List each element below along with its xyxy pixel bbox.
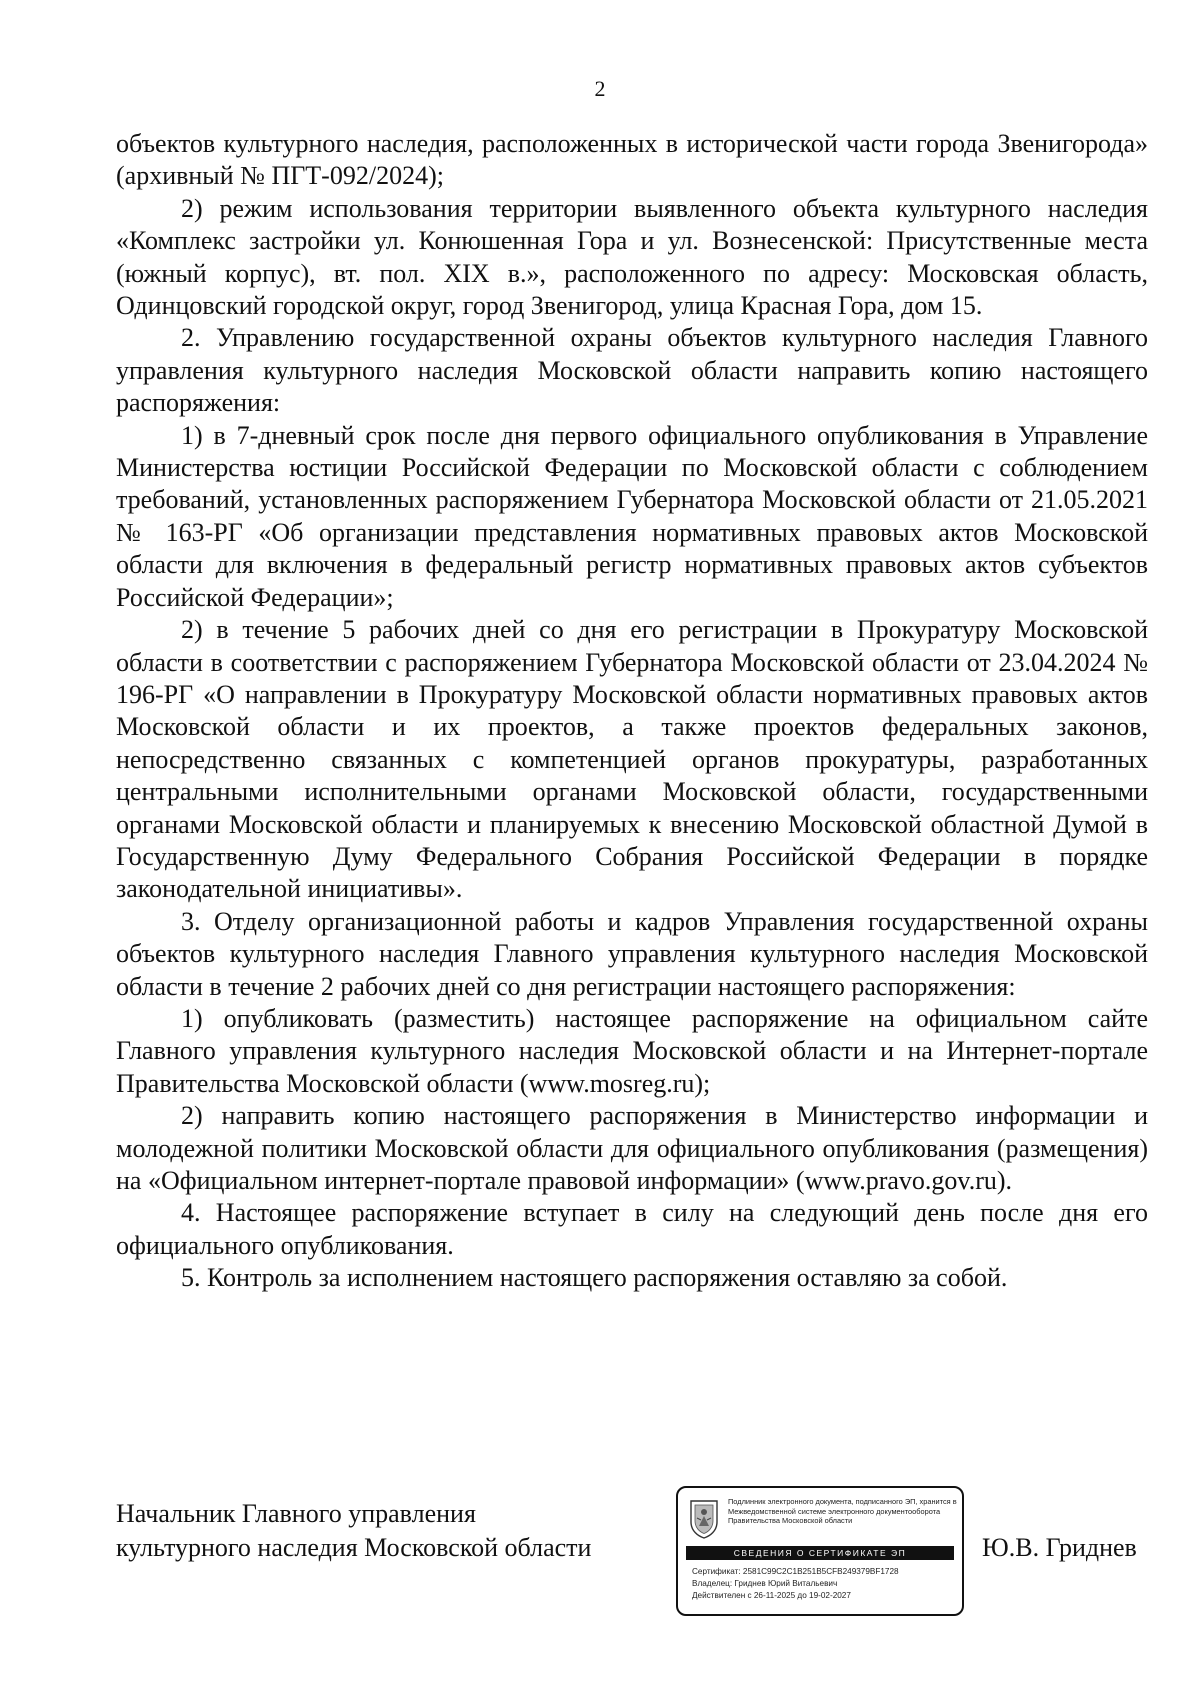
certificate-owner: Владелец: Гриднев Юрий Витальевич [692, 1579, 838, 1588]
signatory-name: Ю.В. Гриднев [982, 1533, 1137, 1562]
paragraph: объектов культурного наследия, расположенных в исторической части города Звенигорода» (архивный № ПГТ-092/2024); [116, 129, 1148, 191]
certificate-validity: Действителен с 26-11-2025 до 19-02-2027 [692, 1591, 851, 1600]
paragraph: 2) в течение 5 рабочих дней со дня его регистрации в Прокуратуру Московской области в соответствии с распоряжением Губернатора Московской области от 23.04.2024 № 196-РГ «О направлении в Прокуратуру Московской области нормативных правовых актов Московской области и их проектов, а также проектов федеральных законов, непосредственно связанных с компетенцией органов прокуратуры, разработанных центральными исполнительными органами Московской области, государственными органами Московской области и планируемых к внесению Московской областной Думой в Государственную Думу Федерального Собрания Российской Федерации в порядке законодательной инициативы». [116, 615, 1148, 904]
moscow-oblast-coat-of-arms-icon [688, 1498, 720, 1540]
paragraph: 4. Настоящее распоряжение вступает в силу на следующий день после дня его официального опубликования. [116, 1198, 1148, 1260]
signatory-position-line: Начальник Главного управления [116, 1499, 476, 1528]
signatory-position-line: культурного наследия Московской области [116, 1533, 592, 1562]
certificate-info [692, 1566, 954, 1602]
stamp-header: СВЕДЕНИЯ О СЕРТИФИКАТЕ ЭП [686, 1546, 954, 1560]
page-number: 2 [594, 76, 606, 101]
stamp-notice: Подлинник электронного документа, подписанного ЭП, хранится в Межведомственной системе электронного документооборота Правительства Московской области [728, 1497, 957, 1526]
paragraph: 2) режим использования территории выявленного объекта культурного наследия «Комплекс застройки ул. Конюшенная Гора и ул. Вознесенской: Присутственные места (южный корпус), вт. пол. XIX в.», расположенного по адресу: Московская область, Одинцовский городской округ, город Звенигород, улица Красная Гора, дом 15. [116, 193, 1148, 321]
document-body [116, 128, 1148, 1295]
paragraph: 2. Управлению государственной охраны объектов культурного наследия Главного управления культурного наследия Московской области направить копию настоящего распоряжения: [116, 323, 1148, 418]
paragraph: 3. Отделу организационной работы и кадров Управления государственной охраны объектов культурного наследия Главного управления культурного наследия Московской области в течение 2 рабочих дней со дня регистрации настоящего распоряжения: [116, 906, 1148, 1001]
paragraph: 1) опубликовать (разместить) настоящее распоряжение на официальном сайте Главного управления культурного наследия Московской области и на Интернет-портале Правительства Московской области (www.mosreg.ru); [116, 1003, 1148, 1098]
paragraph: 2) направить копию настоящего распоряжения в Министерство информации и молодежной политики Московской области для официального опубликования (размещения) на «Официальном интернет-портале правовой информации» (www.pravo.gov.ru). [116, 1101, 1148, 1195]
signatory-position [116, 1497, 591, 1565]
paragraph: 1) в 7-дневный срок после дня первого официального опубликования в Управление Министерства юстиции Российской Федерации по Московской области с соблюдением требований, установленных распоряжением Губернатора Московской области от 21.05.2021 № 163-РГ «Об организации представления нормативных правовых актов Московской области для включения в федеральный регистр нормативных правовых актов субъектов Российской Федерации»; [116, 420, 1148, 612]
certificate-number: Сертификат: 2581C99C2C1B251B5CFB249379BF1728 [692, 1567, 899, 1576]
paragraph: 5. Контроль за исполнением настоящего распоряжения оставляю за собой. [181, 1263, 1008, 1293]
electronic-signature-stamp [676, 1486, 964, 1616]
